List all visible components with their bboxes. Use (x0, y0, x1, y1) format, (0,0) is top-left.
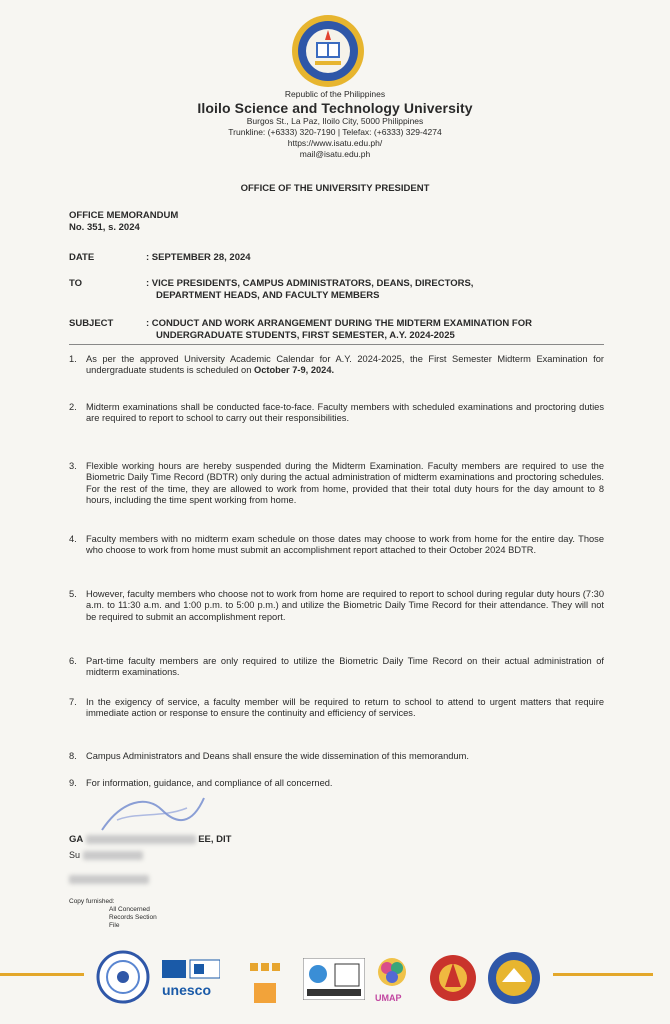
to-value-line-1: : VICE PRESIDENTS, CAMPUS ADMINISTRATORS, DEANS, DIRECTORS, (146, 278, 474, 289)
item-bold-date: October 7-9, 2024. (253, 365, 335, 376)
redacted-reference (69, 875, 149, 884)
item-number: 8. (69, 751, 77, 761)
umap-emblem (376, 956, 408, 990)
to-label: TO (69, 278, 83, 289)
item-text: Part-time faculty members are only required to utilize the Biometric Daily Time Record on their actual administration of midterm examinations. (86, 656, 604, 678)
copy-furnished (69, 898, 157, 930)
signatory-name (69, 834, 231, 845)
item-number: 1. (69, 354, 77, 364)
qs-stars-logo (248, 957, 282, 1005)
university-phone: Trunkline: (+6333) 320-7190 | Telefax: (+6333) 329-4274 (228, 127, 442, 137)
unesco-logo-text: unesco (162, 982, 212, 998)
item-text: For information, guidance, and compliance of all concerned. (86, 778, 333, 788)
item-number: 9. (69, 778, 77, 788)
item-number: 2. (69, 402, 77, 412)
university-website: https://www.isatu.edu.ph/ (287, 138, 383, 148)
item-text: Campus Administrators and Deans shall ensure the wide dissemination of this memorandum. (86, 751, 469, 761)
subject-value (146, 318, 532, 342)
iso-certification-logo (303, 958, 365, 1000)
memo-number: No. 351, s. 2024 (69, 222, 140, 233)
republic-line: Republic of the Philippines (284, 89, 386, 99)
subject-label: SUBJECT (69, 318, 114, 329)
memo-item-2 (69, 402, 604, 425)
copy-recipient: File (109, 922, 120, 929)
umap-logo-text: UMAP (375, 993, 402, 1003)
gear-emblem-logo (427, 951, 479, 1005)
item-text: However, faculty members who choose not to work from home are required to report to school during regular duty hours (7:30 a.m. to 11:30 a.m. and 1:00 p.m. to 5:00 p.m.) and utilize the Biometric Daily Time Record for their attendance. They will not be required to submit an accomplishment report. (86, 589, 604, 622)
redacted-title (83, 851, 143, 860)
memo-item-6 (69, 656, 604, 679)
memo-item-5 (69, 589, 604, 623)
item-number: 4. (69, 534, 77, 544)
signatory-name-start: GA (69, 834, 83, 845)
memo-title-block (69, 210, 178, 234)
date-value: : SEPTEMBER 28, 2024 (146, 252, 251, 263)
signatory-title-start: Su (69, 850, 81, 860)
item-text: In the exigency of service, a faculty member will be required to return to school to attend to urgent matters that require immediate action or response to ensure the continuity and efficiency of services. (86, 697, 604, 719)
memo-item-3 (69, 461, 604, 506)
item-text: Faculty members with no midterm exam schedule on those dates may choose to work from home for the entire day. Those who choose to work from home must submit an accomplishment report attached to their October 2024 BDTR. (86, 534, 604, 556)
to-value-line-2: DEPARTMENT HEADS, AND FACULTY MEMBERS (156, 290, 380, 301)
item-number: 6. (69, 656, 77, 666)
item-text: Flexible working hours are hereby suspended during the Midterm Examination. Faculty members are required to use the Biometric Daily Time Record (BDTR) only during the actual administration of midterm examinations and proctoring schedules. For the rest of the time, they are allowed to work from home, provided that their total duty hours for the day amount to 8 hours, including the time spent working from home. (86, 461, 604, 505)
footer-rule-right (553, 973, 653, 976)
item-text: As per the approved University Academic Calendar for A.Y. 2024-2025, the First Semester Midterm Examination for undergraduate students is scheduled on (86, 354, 604, 376)
redacted-name (86, 835, 196, 844)
footer-rule-left (0, 973, 84, 976)
memo-item-9 (69, 778, 604, 789)
memo-item-4 (69, 534, 604, 557)
signatory-name-end: EE, DIT (198, 834, 232, 845)
university-email: mail@isatu.edu.ph (299, 149, 371, 159)
memo-item-1 (69, 354, 604, 377)
copy-furnished-label: Copy furnished: (69, 898, 115, 905)
item-number: 7. (69, 697, 77, 707)
item-text: Midterm examinations shall be conducted face-to-face. Faculty members with scheduled examinations and proctoring duties are required to report to school to carry out their responsibilities. (86, 402, 604, 424)
university-circle-logo (486, 950, 542, 1006)
item-number: 5. (69, 589, 77, 599)
signatory-title (69, 850, 143, 860)
university-contact-block (150, 116, 520, 160)
office-heading: OFFICE OF THE UNIVERSITY PRESIDENT (240, 183, 430, 194)
memo-item-8 (69, 751, 604, 762)
copy-recipient: Records Section (109, 914, 157, 921)
to-value (146, 278, 473, 302)
university-seal (291, 14, 365, 88)
memo-item-7 (69, 697, 604, 720)
reference-code (69, 875, 149, 884)
item-number: 3. (69, 461, 77, 471)
memo-title: OFFICE MEMORANDUM (69, 210, 179, 221)
university-name: Iloilo Science and Technology University (197, 100, 473, 116)
copy-recipient: All Concerned (109, 906, 150, 913)
subject-divider (69, 344, 604, 345)
accreditation-seal-logo (96, 950, 150, 1004)
university-address: Burgos St., La Paz, Iloilo City, 5000 Philippines (246, 116, 424, 126)
date-label: DATE (69, 252, 95, 263)
subject-value-line-2: UNDERGRADUATE STUDENTS, FIRST SEMESTER, A.Y. 2024-2025 (156, 330, 455, 341)
subject-value-line-1: : CONDUCT AND WORK ARRANGEMENT DURING THE MIDTERM EXAMINATION FOR (146, 318, 532, 329)
unesco-emblem (162, 958, 220, 980)
signature-scribble (92, 790, 212, 840)
